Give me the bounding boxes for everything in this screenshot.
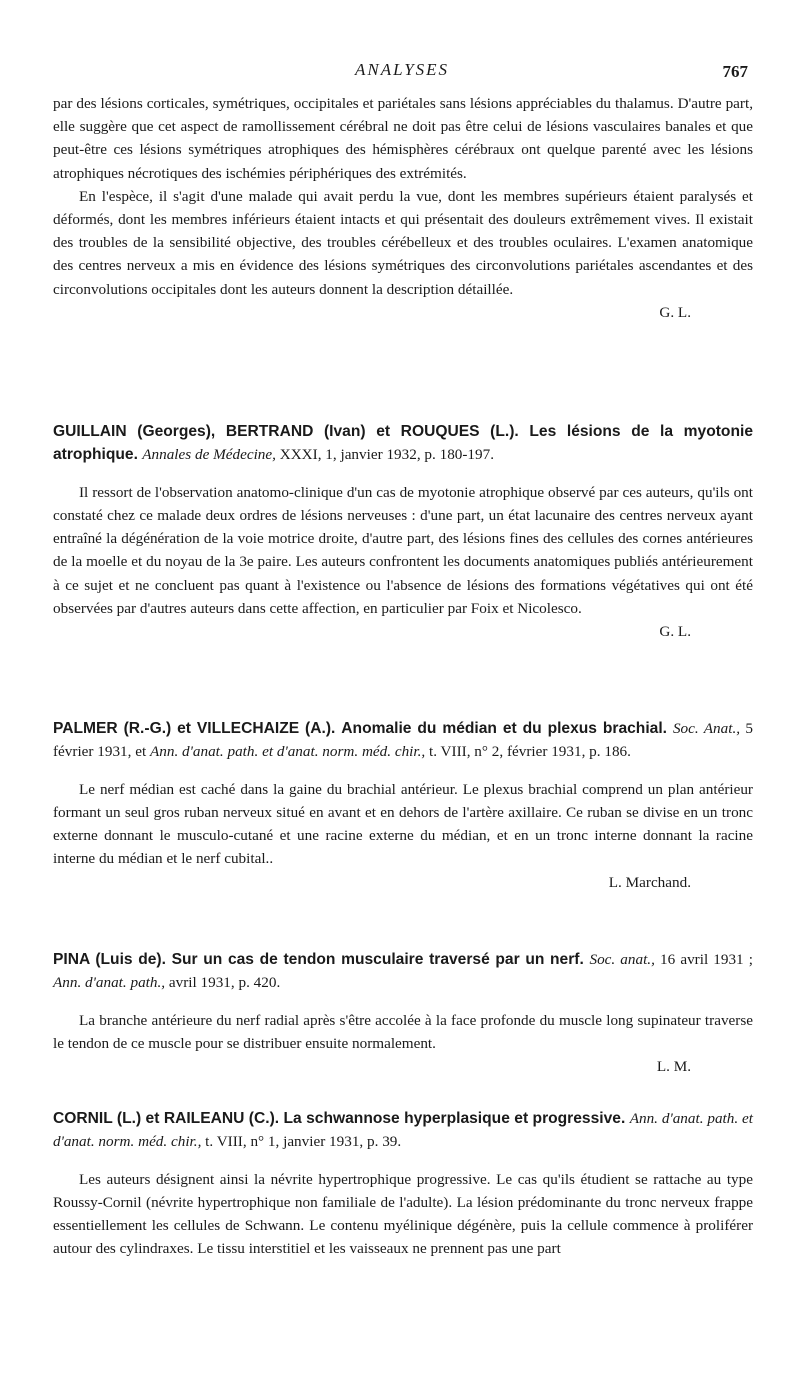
entry-journal-2: Ann. d'anat. path., xyxy=(53,974,166,992)
continuation-signature: G. L. xyxy=(659,303,691,321)
entry-signature: L. M. xyxy=(656,1058,691,1076)
entry-title: Sur un cas de tendon musculaire traversé par un nerf. xyxy=(171,951,584,968)
entry-authors: PINA (Luis de). xyxy=(53,951,166,968)
running-head xyxy=(52,58,752,82)
entry-guillain xyxy=(53,420,753,643)
entry-title: Anomalie du médian et du plexus brachial. xyxy=(341,720,668,737)
entry-journal: Soc. anat., xyxy=(589,951,655,968)
entry-heading xyxy=(53,1107,753,1154)
entry-journal: Ann. d'anat. path. et d'anat. norm. méd. chir., xyxy=(53,1110,753,1151)
entry-palmer xyxy=(53,717,753,894)
entry-journal-2: Ann. d'anat. path. et d'anat. norm. méd. chir., xyxy=(150,743,426,761)
page-number: 767 xyxy=(722,62,748,81)
entry-citation: 16 avril 1931 ; xyxy=(660,951,753,968)
entry-citation-2: avril 1931, p. 420. xyxy=(168,974,281,992)
entry-authors: GUILLAIN (Georges), BERTRAND (Ivan) et ROUQUES (L.). xyxy=(53,423,519,440)
entry-journal: Soc. Anat., xyxy=(672,720,741,737)
entry-citation: t. VIII, n° 1, janvier 1931, p. 39. xyxy=(205,1133,402,1151)
entry-title: La schwannose hyperplasique et progressive. xyxy=(283,1110,626,1127)
entry-abstract: Le nerf médian est caché dans la gaine du brachial antérieur. Le plexus brachial comprend un plan antérieur formant un seul gros ruban nerveux situé en avant et en dehors de l'artère axillaire. Ce ruban se divise en un tronc externe donnant le musculo-cutané et une racine externe du médian, et en un tronc interne donnant la racine interne du médian et le nerf cubital.. xyxy=(53,780,753,868)
entry-heading xyxy=(53,717,753,764)
entry-citation: XXXI, 1, janvier 1932, p. 180-197. xyxy=(279,446,495,464)
entry-pina xyxy=(53,948,753,1078)
entry-heading xyxy=(53,420,753,467)
entry-abstract: La branche antérieure du nerf radial après s'être accolée à la face profonde du muscle long supinateur traverse le tendon de ce muscle pour se distribuer ensuite normalement. xyxy=(53,1011,753,1053)
running-title: ANALYSES xyxy=(354,60,450,79)
entry-signature: L. Marchand. xyxy=(608,873,691,891)
continuation-block xyxy=(53,92,753,324)
entry-citation: 5 février 1931, et xyxy=(53,720,754,761)
entry-citation-2: t. VIII, n° 2, février 1931, p. 186. xyxy=(429,743,631,761)
continuation-paragraph-2: En l'espèce, il s'agit d'une malade qui avait perdu la vue, dont les membres supérieurs étaient paralysés et déformés, dont les membres inférieurs étaient intacts et qui présentait des douleurs extrêmement vives. Il existait des troubles de la sensibilité objective, des troubles cérébelleux et des troubles oculaires. L'examen anatomique des centres nerveux a mis en évidence des lésions symétriques des circonvolutions pariétales ascendantes et des circonvolutions occipitales dont les auteurs donnent la description détaillée. xyxy=(53,187,753,298)
entry-cornil xyxy=(53,1107,753,1261)
entry-heading xyxy=(53,948,753,995)
entry-abstract: Les auteurs désignent ainsi la névrite hypertrophique progressive. Le cas qu'ils étudient se rattache au type Roussy-Cornil (névrite hypertrophique non familiale de l'adulte). La lésion prédominante du tronc nerveux frappe essentiellement les cellules de Schwann. Le contenu myélinique dégénère, puis la cellule commence à proliférer autour des cylindraxes. Le tissu interstitiel et les vaisseaux ne prennent pas une part xyxy=(53,1170,753,1258)
continuation-paragraph-1: par des lésions corticales, symétriques, occipitales et pariétales sans lésions appréciables du thalamus. D'autre part, elle suggère que cet aspect de ramollissement cérébral ne doit pas être celui de lésions vasculaires banales et que peut-être ces lésions symétriques atrophiques des hémisphères cérébraux ont quelque parenté avec les lésions atrophiques nécrotiques des ischémies périphériques des extrémités. xyxy=(53,95,753,182)
entry-title: Les lésions de la myotonie atrophique. xyxy=(53,423,753,464)
entry-authors: CORNIL (L.) et RAILEANU (C.). xyxy=(53,1110,280,1127)
entry-signature: G. L. xyxy=(659,623,691,641)
entry-journal: Annales de Médecine, xyxy=(142,446,276,464)
entry-abstract: Il ressort de l'observation anatomo-clinique d'un cas de myotonie atrophique observé par ces auteurs, qu'ils ont constaté chez ce malade deux ordres de lésions nerveuses : d'une part, un état lacunaire des centres nerveux ayant entraîné la dégénération de la voie motrice droite, d'autre part, des lésions fines des cellules des cornes antérieures de la moelle et du noyau de la 3e paire. Les auteurs confrontent les documents anatomiques publiés antérieurement à ce sujet et ne concluent pas quant à l'existence ou l'absence de lésions des formations végétatives qui ont été observées par d'autres auteurs dans cette affection, en particulier par Foix et Nicolesco. xyxy=(53,483,753,617)
entry-authors: PALMER (R.-G.) et VILLECHAIZE (A.). xyxy=(53,720,336,737)
